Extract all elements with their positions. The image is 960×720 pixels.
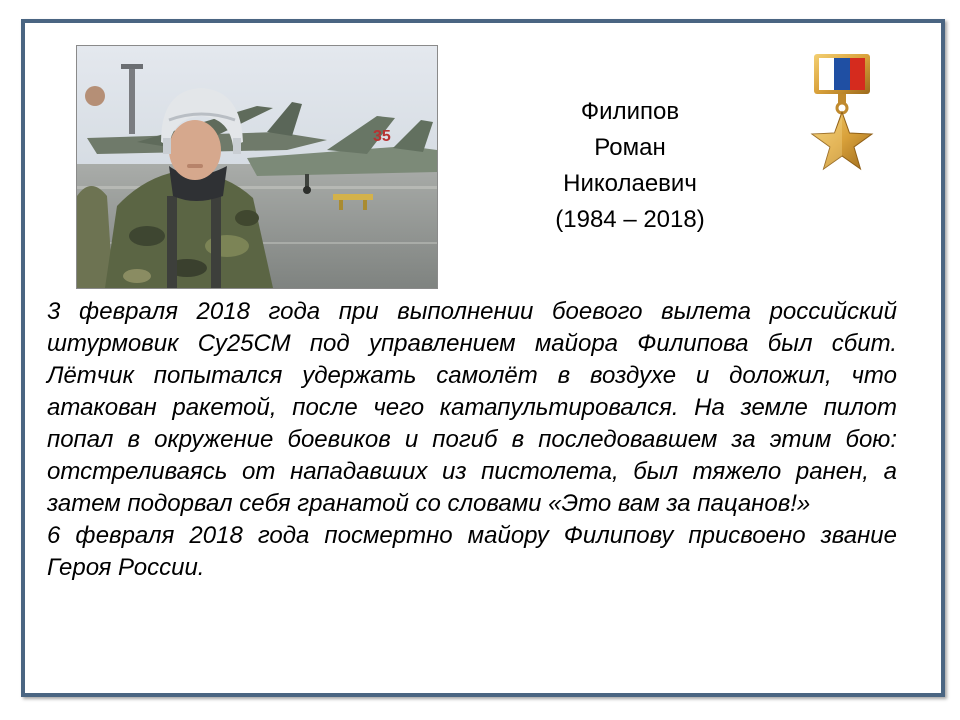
- aircraft-tail-number: 35: [373, 128, 391, 145]
- person-years: (1984 – 2018): [555, 206, 705, 233]
- biography-paragraph-1: 3 февраля 2018 года при выполнении боевого вылета российский штурмовик Су25СМ под управлением майора Филипова был сбит. Лётчик попытался удержать самолёт в воздухе и доложил, что атакован ракетой, после чего катапультировался. На земле пилот попал в окружение боевиков и погиб в последовавшем за этим бою: отстреливаясь от нападавших из пистолета, был тяжело ранен, а затем подорвал себя гранатой со словами «Это вам за пацанов!»: [47, 298, 897, 517]
- biography-paragraph-2: 6 февраля 2018 года посмертно майору Филипову присвоено звание Героя России.: [47, 522, 897, 581]
- person-surname: Филипов: [580, 98, 680, 125]
- person-first-name: Роман: [594, 134, 666, 161]
- pilot-photo: [76, 45, 438, 289]
- hero-of-russia-gold-star-icon: [806, 52, 878, 180]
- person-header: [520, 94, 740, 238]
- biography-text: [47, 296, 897, 584]
- person-patronymic: Николаевич: [563, 170, 697, 197]
